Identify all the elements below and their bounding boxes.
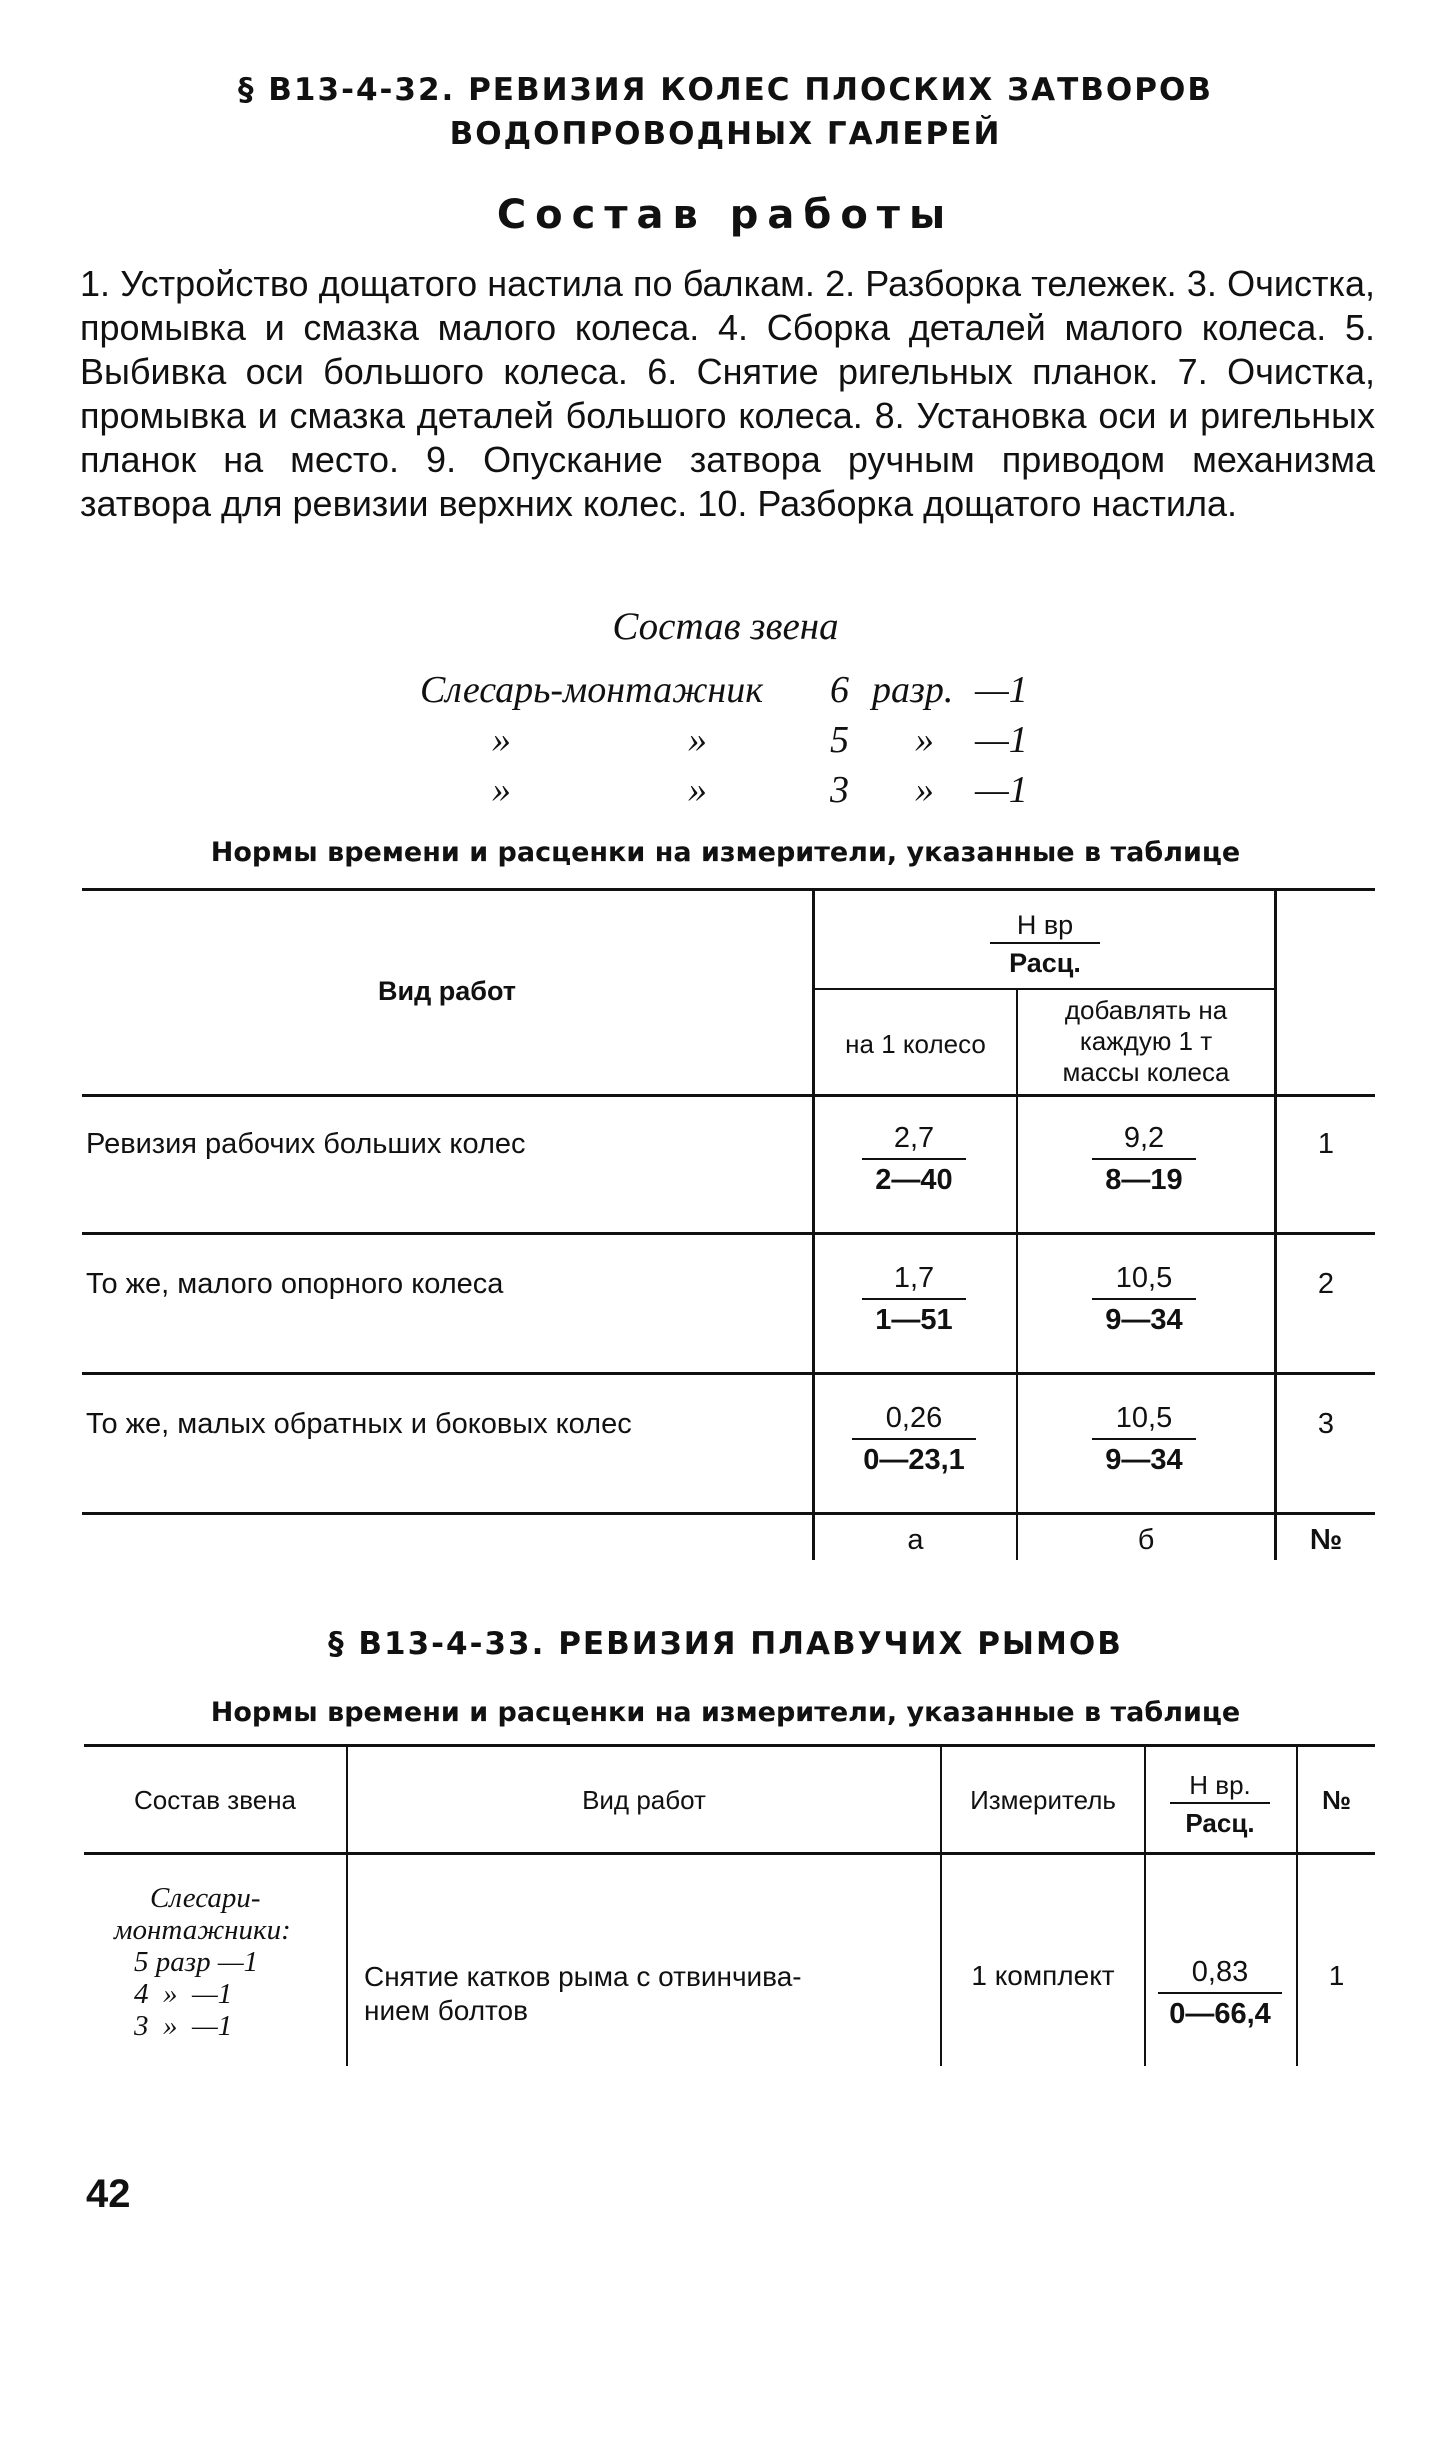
crew-line: монтажники: — [114, 1914, 291, 1946]
row-1-number: 1 — [1317, 1128, 1335, 1160]
row-1-a-norm: 2,7 — [862, 1118, 966, 1160]
crew-profession-ditto: » — [688, 719, 707, 761]
crew-line: 5 разр —1 — [134, 1946, 259, 1978]
number-cell: 1 — [1328, 1960, 1345, 1991]
table-rule — [84, 1744, 1375, 1747]
crew-unit: разр. — [872, 669, 954, 711]
table-rule — [82, 888, 1375, 891]
header-col-b-line: добавлять на — [1064, 995, 1228, 1025]
unit-cell: 1 комплект — [971, 1960, 1115, 1991]
row-1-b-rate: 8—19 — [1105, 1164, 1183, 1196]
crew-line: 4 » —1 — [134, 1978, 233, 2010]
header-col-b-line: массы колеса — [1062, 1057, 1230, 1087]
row-2-work: То же, малого опорного колеса — [86, 1268, 504, 1300]
crew-grade: 3 — [830, 769, 849, 811]
table-rule — [812, 888, 815, 1560]
row-2-a — [862, 1258, 966, 1340]
crew-profession: » — [492, 769, 511, 811]
crew-count: —1 — [975, 769, 1028, 811]
row-3-number: 3 — [1317, 1408, 1335, 1440]
crew-count: —1 — [975, 719, 1028, 761]
header-norm-top: Н вр. — [1170, 1768, 1270, 1804]
crew-heading: Состав звена — [612, 605, 839, 648]
header-crew: Состав звена — [133, 1785, 297, 1815]
row-1-work: Ревизия рабочих больших колес — [86, 1128, 526, 1160]
header-work-type: Вид работ — [378, 976, 516, 1006]
work-line: нием болтов — [364, 1995, 528, 2026]
table-rule — [82, 1512, 1375, 1515]
rate-value: 0—66,4 — [1169, 1998, 1271, 2030]
row-2-b-norm: 10,5 — [1092, 1258, 1196, 1300]
header-norm-bottom: Расц. — [1185, 1808, 1255, 1838]
footer-col-a: а — [907, 1524, 924, 1556]
crew-line: Слесари- — [150, 1882, 261, 1914]
header-work-type: Вид работ — [582, 1785, 706, 1815]
norm-value: 0,83 — [1158, 1952, 1282, 1994]
work-composition-heading: Состав работы — [496, 192, 955, 238]
crew-count: —1 — [975, 669, 1028, 711]
row-2-b-rate: 9—34 — [1105, 1304, 1183, 1336]
footer-col-number: № — [1309, 1524, 1343, 1556]
header-norm-top: Н вр — [990, 908, 1100, 944]
table-rule — [82, 1372, 1375, 1375]
header-norm — [1170, 1768, 1270, 1842]
row-3-a-rate: 0—23,1 — [863, 1444, 965, 1476]
work-composition-text: 1. Устройство дощатого настила по балкам. 2. Разборка тележек. 3. Очистка, промывка и смазка малого колеса. 4. Сборка деталей малого колеса. 5. Выбивка оси большого колеса. 6. Снятие ригельных планок. 7. Очистка, промывка и смазка деталей большого колеса. 8. Установка оси и ригельных планок на место. 9. Опускание затвора ручным приводом механизма затвора для ревизии верхних колес. 10. Разборка дощатого настила. — [80, 263, 1375, 524]
row-3-b — [1092, 1398, 1196, 1480]
norm-cell — [1158, 1952, 1282, 2034]
row-1-a — [862, 1118, 966, 1200]
crew-grade: 5 — [830, 719, 849, 761]
header-norm — [990, 908, 1100, 982]
crew-cell — [110, 1882, 340, 2042]
crew-grade: 6 — [830, 669, 849, 711]
work-cell — [364, 1960, 934, 2028]
crew-unit: » — [915, 719, 934, 761]
crew-profession: » — [492, 719, 511, 761]
table-rule — [1274, 888, 1277, 1560]
row-2-b — [1092, 1258, 1196, 1340]
table-rule — [82, 1232, 1375, 1235]
crew-row — [0, 718, 1451, 764]
header-col-a: на 1 колесо — [845, 1029, 986, 1059]
crew-profession: Слесарь-монтажник — [420, 669, 764, 711]
section-2-title: § В13-4-33. РЕВИЗИЯ ПЛАВУЧИХ РЫМОВ — [328, 1626, 1123, 1662]
header-norm-bottom: Расц. — [1009, 948, 1081, 978]
row-3-b-rate: 9—34 — [1105, 1444, 1183, 1476]
row-3-b-norm: 10,5 — [1092, 1398, 1196, 1440]
table-rule — [1144, 1744, 1146, 2066]
header-col-b — [1018, 995, 1274, 1088]
crew-unit: » — [915, 769, 934, 811]
table-rule — [82, 1094, 1375, 1097]
header-number: № — [1322, 1785, 1351, 1815]
row-1-a-rate: 2—40 — [875, 1164, 953, 1196]
table-rule — [84, 1852, 1375, 1855]
table-1-caption: Нормы времени и расценки на измерители, указанные в таблице — [210, 837, 1241, 868]
section-title-line-1: § В13-4-32. РЕВИЗИЯ КОЛЕС ПЛОСКИХ ЗАТВОРОВ — [238, 72, 1213, 108]
crew-profession-ditto: » — [688, 769, 707, 811]
row-1-b — [1092, 1118, 1196, 1200]
row-3-a-norm: 0,26 — [852, 1398, 976, 1440]
work-line: Снятие катков рыма с отвинчива- — [364, 1961, 802, 1992]
table-rule — [812, 988, 1274, 990]
row-2-number: 2 — [1317, 1268, 1335, 1300]
footer-col-b: б — [1137, 1524, 1155, 1556]
crew-row — [0, 768, 1451, 814]
section-title-line-2: ВОДОПРОВОДНЫХ ГАЛЕРЕЙ — [449, 116, 1002, 152]
row-3-work: То же, малых обратных и боковых колес — [86, 1408, 632, 1440]
crew-line: 3 » —1 — [134, 2010, 233, 2042]
header-col-b-line: каждую 1 т — [1079, 1026, 1213, 1056]
row-2-a-norm: 1,7 — [862, 1258, 966, 1300]
header-unit: Измеритель — [970, 1785, 1116, 1815]
table-2-caption: Нормы времени и расценки на измерители, указанные в таблице — [210, 1697, 1241, 1728]
row-2-a-rate: 1—51 — [875, 1304, 953, 1336]
row-1-b-norm: 9,2 — [1092, 1118, 1196, 1160]
row-3-a — [852, 1398, 976, 1480]
crew-row — [0, 668, 1451, 714]
page-number: 42 — [86, 2172, 131, 2216]
